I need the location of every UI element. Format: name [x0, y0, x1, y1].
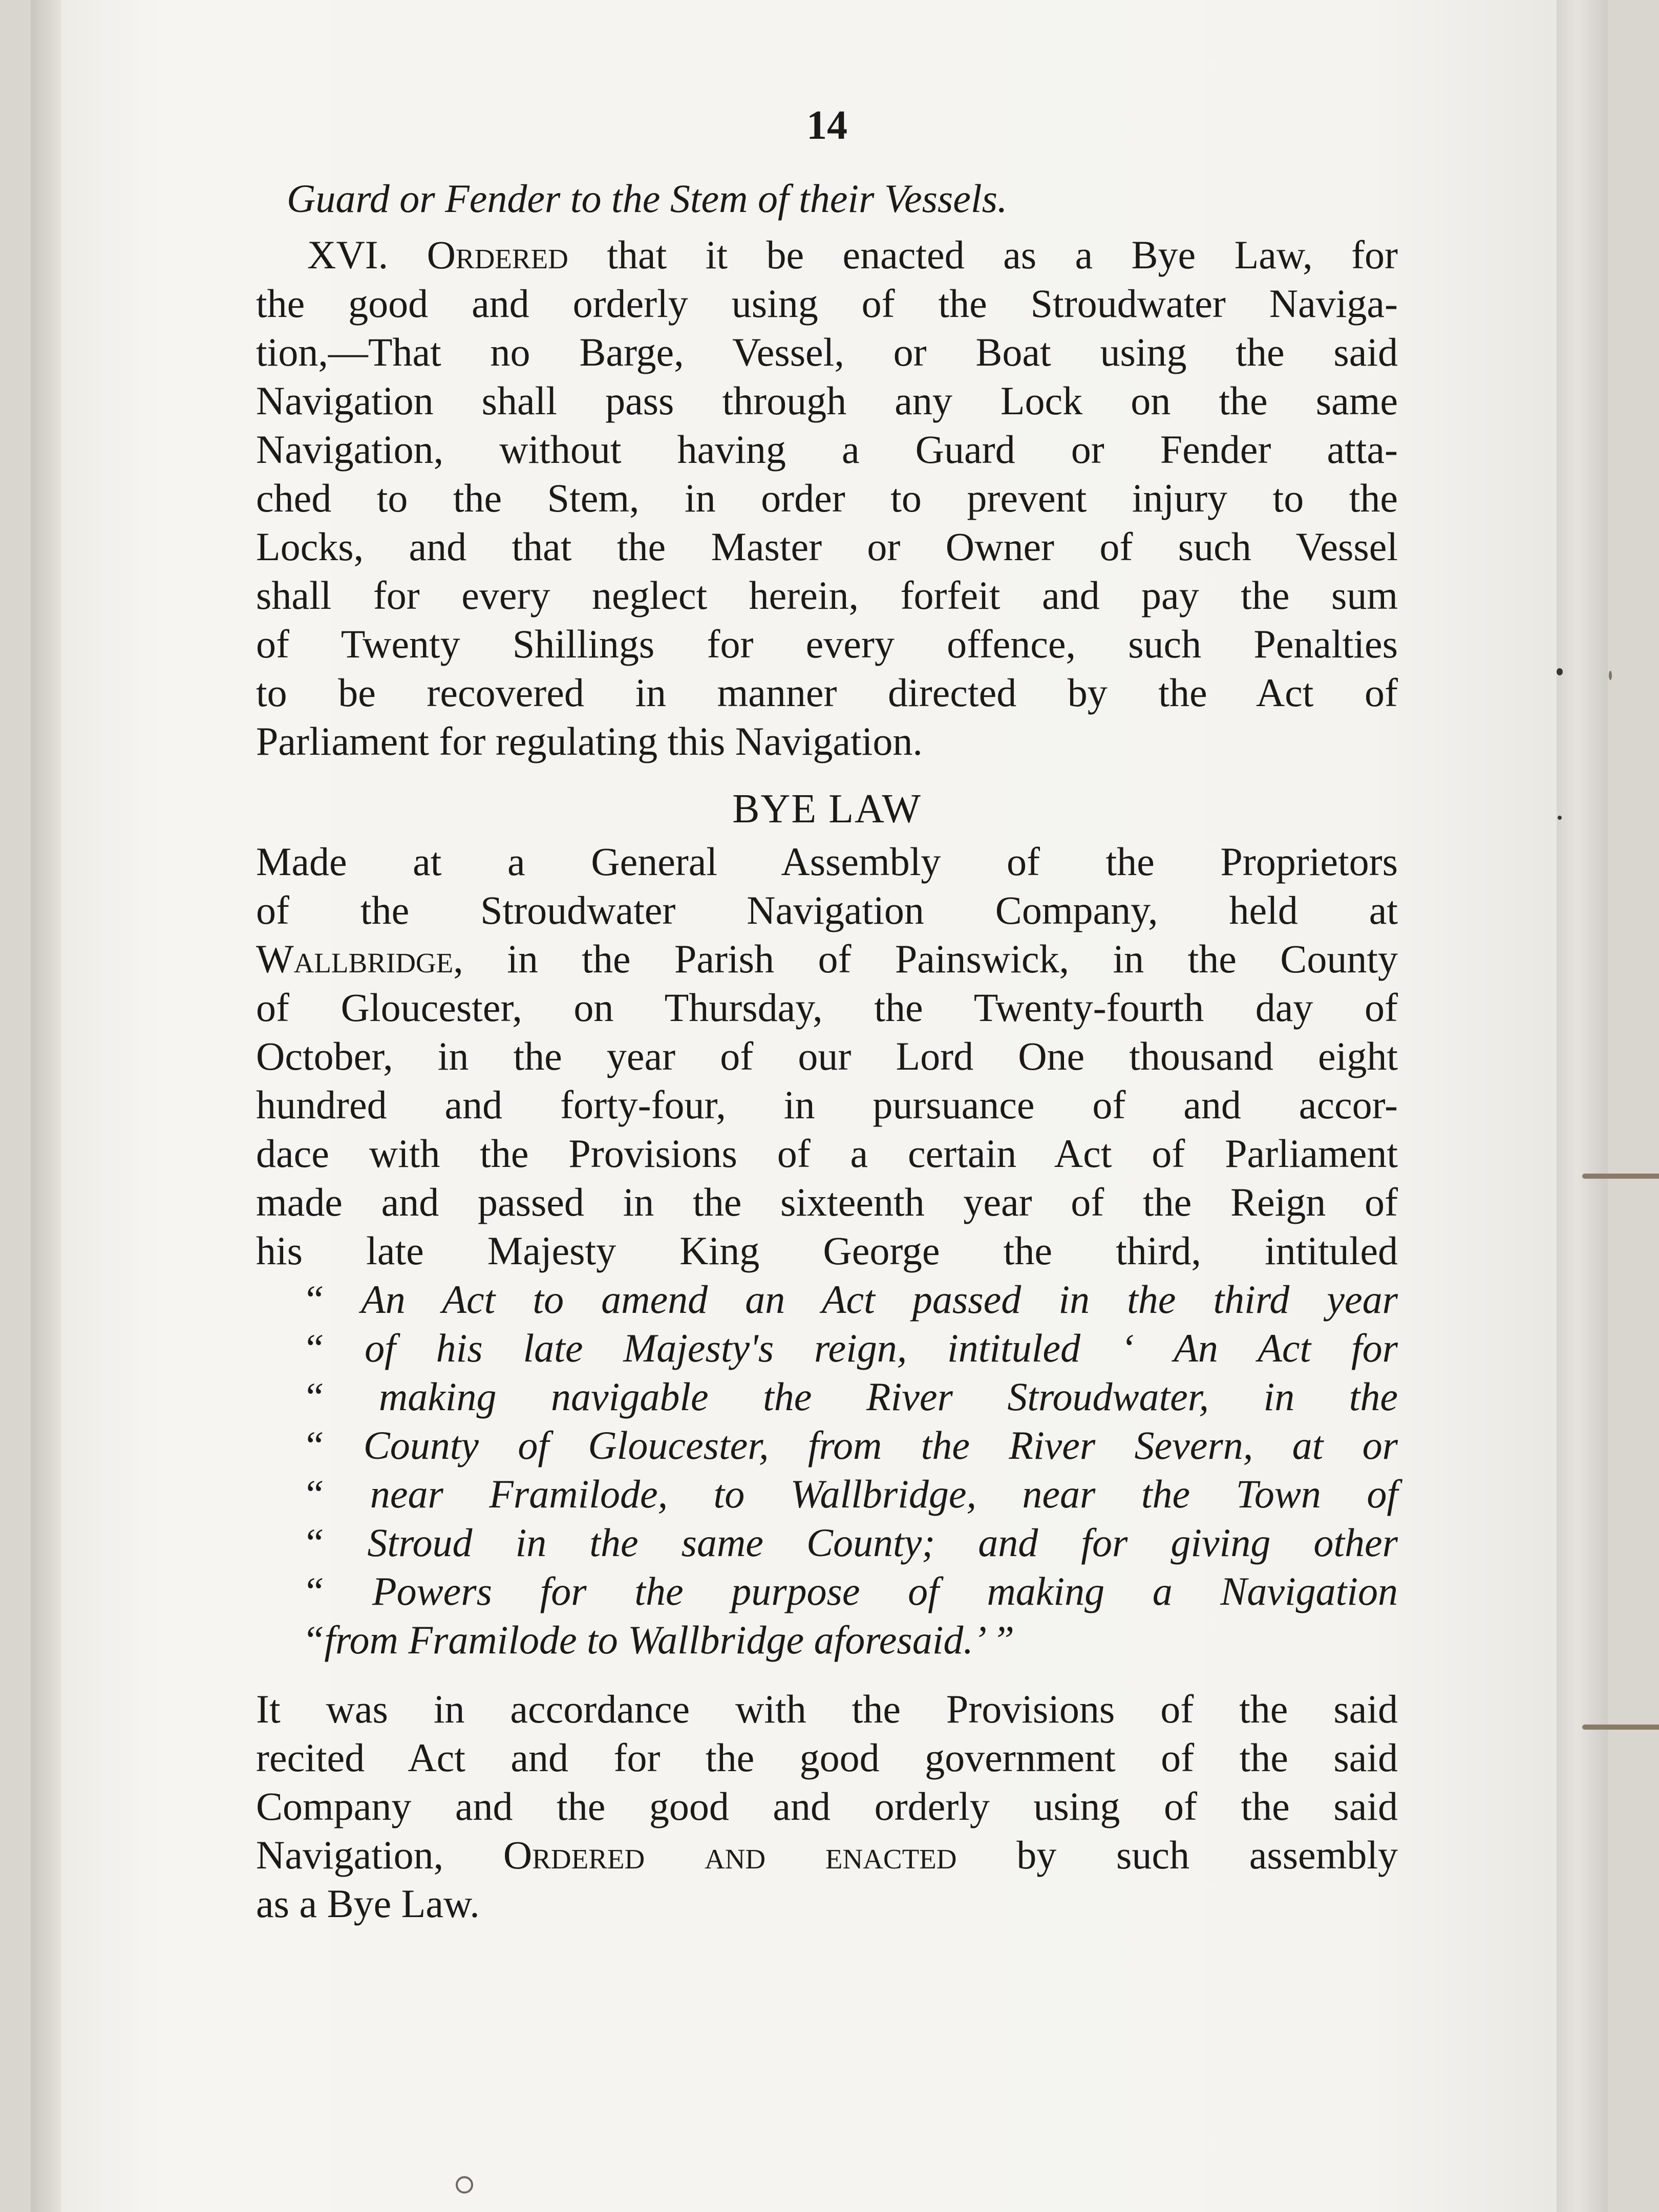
- line-rest: that it be enacted as a Bye Law, for: [607, 232, 1398, 277]
- quote-line: “ County of Gloucester, from the River Severn, at or: [302, 1423, 1398, 1467]
- text-line: [256, 230, 1398, 279]
- bye-law-paragraph: [256, 837, 1398, 1275]
- page-gutter-shadow: [31, 0, 61, 2212]
- text-line: hundred and forty-four, in pursuance of and accor-: [256, 1082, 1398, 1127]
- text-line: tion,—That no Barge, Vessel, or Boat using the said: [256, 330, 1398, 374]
- text-line: of the Stroudwater Navigation Company, held at: [256, 888, 1398, 932]
- text-line: dace with the Provisions of a certain Act of Parliament: [256, 1131, 1398, 1176]
- ink-speck: [1557, 668, 1563, 675]
- text-line: Parliament for regulating this Navigation.: [256, 719, 923, 763]
- order-xvi-paragraph: [256, 230, 1398, 765]
- paragraph-gap: [256, 1664, 1398, 1685]
- text-line: It was in accordance with the Provisions of the said: [256, 1687, 1398, 1731]
- quote-line: “ near Framilode, to Wallbridge, near the Town of: [302, 1472, 1398, 1516]
- quote-line: “ making navigable the River Stroudwater, in the: [302, 1374, 1398, 1419]
- text-line: of Gloucester, on Thursday, the Twenty-fourth day of: [256, 985, 1398, 1030]
- text-line: shall for every neglect herein, forfeit and pay the sum: [256, 573, 1398, 618]
- quote-line: “ of his late Majesty's reign, intituled ‘ An Act for: [302, 1326, 1398, 1370]
- page-number: 14: [806, 103, 847, 148]
- text-line: ched to the Stem, in order to prevent injury to the: [256, 476, 1398, 520]
- printed-text: [256, 97, 1398, 1928]
- text-line: [256, 934, 1398, 983]
- text-line: made and passed in the sixteenth year of the Reign of: [256, 1180, 1398, 1224]
- continuation-fragment: [256, 174, 1398, 223]
- text-line: Locks, and that the Master or Owner of such Vessel: [256, 524, 1398, 569]
- ordered-word: Ordered: [427, 232, 568, 277]
- text-line: Navigation shall pass through any Lock on the same: [256, 378, 1398, 423]
- punch-hole: [456, 2176, 473, 2194]
- quote-line: “ Powers for the purpose of making a Navigation: [302, 1569, 1398, 1613]
- act-title-quotation: [302, 1275, 1398, 1664]
- ink-speck: [1558, 816, 1562, 820]
- quote-line: “ An Act to amend an Act passed in the third year: [302, 1277, 1398, 1322]
- text-line: Navigation, without having a Guard or Fender atta-: [256, 427, 1398, 472]
- text-line: as a Bye Law.: [256, 1881, 480, 1926]
- section-numeral: XVI.: [307, 232, 389, 277]
- text-line: Company and the good and orderly using of the said: [256, 1784, 1398, 1828]
- text-line: [256, 1831, 1398, 1879]
- text-line: Guard or Fender to the Stem of their Vessels.: [287, 176, 1008, 221]
- place-name: Wallbridge,: [256, 937, 463, 981]
- closing-paragraph: [256, 1685, 1398, 1928]
- text-line: October, in the year of our Lord One thousand eight: [256, 1034, 1398, 1078]
- binding-stitch: [1582, 1725, 1659, 1730]
- ordered-enacted-words: Ordered and enacted: [503, 1833, 957, 1877]
- ink-speck: [1609, 671, 1612, 680]
- text-line: Made at a General Assembly of the Proprietors: [256, 839, 1398, 884]
- line-start: Navigation,: [256, 1833, 444, 1877]
- line-rest: in the Parish of Painswick, in the County: [507, 937, 1398, 981]
- binding-stitch: [1582, 1174, 1659, 1179]
- quote-line: “from Framilode to Wallbridge aforesaid.’ ”: [302, 1618, 1015, 1662]
- bye-law-heading: BYE LAW: [732, 786, 922, 832]
- text-line: to be recovered in manner directed by the Act of: [256, 670, 1398, 715]
- text-line: the good and orderly using of the Stroudwater Naviga-: [256, 281, 1398, 326]
- text-line: recited Act and for the good government of the said: [256, 1735, 1398, 1780]
- line-end: by such assembly: [1016, 1833, 1398, 1877]
- quote-line: “ Stroud in the same County; and for giving other: [302, 1520, 1398, 1565]
- text-line: of Twenty Shillings for every offence, such Penalties: [256, 622, 1398, 666]
- text-line: his late Majesty King George the third, intituled: [256, 1228, 1398, 1273]
- page-fore-edge: [1557, 0, 1608, 2212]
